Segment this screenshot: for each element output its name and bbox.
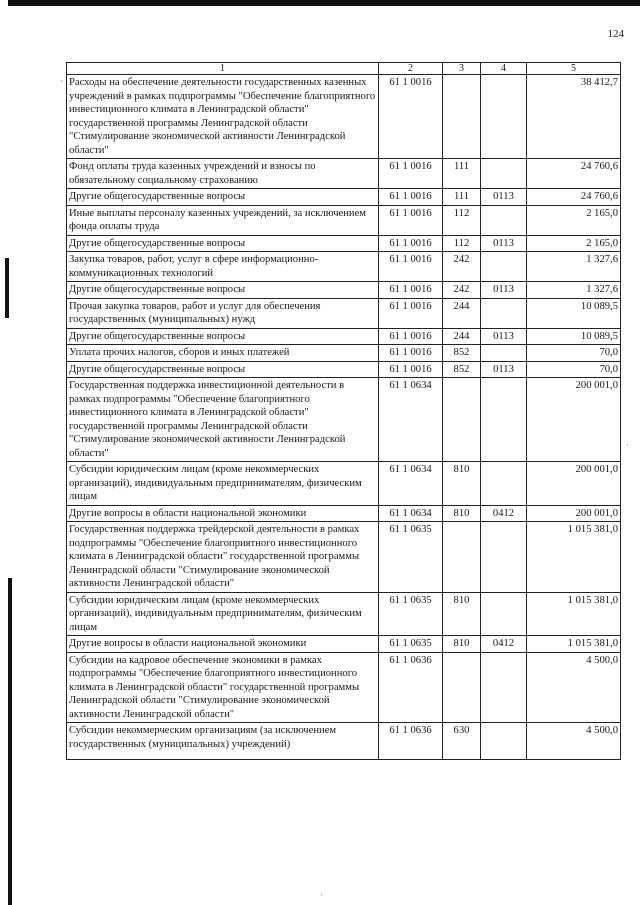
row-section <box>481 252 527 282</box>
row-expense-type: 810 <box>443 505 481 522</box>
row-name: Субсидии юридическим лицам (кроме некоммерческих организаций), индивидуальным предпринимателям, физическим лицам <box>67 592 379 636</box>
row-expense-type: 810 <box>443 462 481 506</box>
row-amount: 1 015 381,0 <box>527 592 621 636</box>
row-name: Другие общегосударственные вопросы <box>67 189 379 206</box>
header-cell: 1 <box>67 63 379 75</box>
row-name: Другие общегосударственные вопросы <box>67 361 379 378</box>
row-section: 0113 <box>481 282 527 299</box>
row-amount: 4 500,0 <box>527 723 621 760</box>
table-row <box>67 505 621 522</box>
row-amount: 10 089,5 <box>527 328 621 345</box>
row-name: Закупка товаров, работ, услуг в сфере информационно-коммуникационных технологий <box>67 252 379 282</box>
row-expense-type: 112 <box>443 205 481 235</box>
row-amount: 200 001,0 <box>527 505 621 522</box>
row-name: Государственная поддержка трейдерской деятельности в рамках подпрограммы "Обеспечение благоприятного инвестиционного климата в Ленинградской области" государственной программы Ленинградской области "Стимулирование экономической активности Ленинградской области" <box>67 522 379 593</box>
row-code: 61 1 0016 <box>379 345 443 362</box>
row-section <box>481 378 527 462</box>
budget-table <box>66 62 621 760</box>
row-code: 61 1 0634 <box>379 378 443 462</box>
row-name: Субсидии некоммерческим организациям (за исключением государственных (муниципальных) учреждений) <box>67 723 379 760</box>
row-amount: 200 001,0 <box>527 378 621 462</box>
row-name: Государственная поддержка инвестиционной деятельности в рамках подпрограммы "Обеспечение благоприятного инвестиционного климата в Ленинградской области" государственной программы Ленинградской области "Стимулирование экономической активности Ленинградской области" <box>67 378 379 462</box>
header-cell: 4 <box>481 63 527 75</box>
table-header-row <box>67 63 621 75</box>
table-row <box>67 189 621 206</box>
row-amount: 10 089,5 <box>527 298 621 328</box>
table-row <box>67 328 621 345</box>
table-row <box>67 592 621 636</box>
row-expense-type: 244 <box>443 328 481 345</box>
row-amount: 38 412,7 <box>527 75 621 159</box>
row-expense-type: 242 <box>443 252 481 282</box>
row-code: 61 1 0016 <box>379 361 443 378</box>
scan-speck: · <box>60 76 63 86</box>
row-expense-type: 111 <box>443 189 481 206</box>
row-code: 61 1 0016 <box>379 298 443 328</box>
row-amount: 70,0 <box>527 361 621 378</box>
table-row <box>67 652 621 723</box>
row-amount: 1 327,6 <box>527 282 621 299</box>
table-row <box>67 235 621 252</box>
row-section <box>481 345 527 362</box>
table-row <box>67 282 621 299</box>
row-amount: 2 165,0 <box>527 205 621 235</box>
row-expense-type <box>443 652 481 723</box>
row-expense-type: 112 <box>443 235 481 252</box>
table-row <box>67 159 621 189</box>
row-section <box>481 652 527 723</box>
table-row <box>67 378 621 462</box>
row-code: 61 1 0635 <box>379 636 443 653</box>
table-row <box>67 205 621 235</box>
row-amount: 2 165,0 <box>527 235 621 252</box>
row-code: 61 1 0016 <box>379 282 443 299</box>
row-section <box>481 522 527 593</box>
row-code: 61 1 0016 <box>379 252 443 282</box>
row-expense-type: 242 <box>443 282 481 299</box>
row-section <box>481 205 527 235</box>
scan-margin-bar <box>8 578 12 905</box>
row-code: 61 1 0016 <box>379 159 443 189</box>
row-code: 61 1 0016 <box>379 328 443 345</box>
row-amount: 1 327,6 <box>527 252 621 282</box>
row-code: 61 1 0634 <box>379 505 443 522</box>
row-amount: 24 760,6 <box>527 189 621 206</box>
row-code: 61 1 0016 <box>379 235 443 252</box>
header-cell: 2 <box>379 63 443 75</box>
row-section <box>481 462 527 506</box>
row-name: Другие вопросы в области национальной экономики <box>67 505 379 522</box>
row-amount: 200 001,0 <box>527 462 621 506</box>
table-row <box>67 252 621 282</box>
row-expense-type <box>443 522 481 593</box>
row-name: Расходы на обеспечение деятельности государственных казенных учреждений в рамках подпрограммы "Обеспечение благоприятного инвестиционного климата в Ленинградской области" государственной программы Ленинградской области "Стимулирование экономической активности Ленинградской области" <box>67 75 379 159</box>
row-section: 0412 <box>481 505 527 522</box>
table-row <box>67 522 621 593</box>
row-name: Прочая закупка товаров, работ и услуг для обеспечения государственных (муниципальных) нужд <box>67 298 379 328</box>
row-code: 61 1 0635 <box>379 592 443 636</box>
row-expense-type <box>443 75 481 159</box>
row-section: 0113 <box>481 328 527 345</box>
row-expense-type: 630 <box>443 723 481 760</box>
row-expense-type <box>443 378 481 462</box>
row-expense-type: 852 <box>443 361 481 378</box>
table-row <box>67 636 621 653</box>
row-amount: 1 015 381,0 <box>527 522 621 593</box>
table-row <box>67 298 621 328</box>
row-expense-type: 111 <box>443 159 481 189</box>
table-row <box>67 345 621 362</box>
row-amount: 4 500,0 <box>527 652 621 723</box>
top-scan-rule <box>8 0 640 6</box>
row-expense-type: 244 <box>443 298 481 328</box>
row-name: Другие вопросы в области национальной экономики <box>67 636 379 653</box>
row-section <box>481 75 527 159</box>
scan-margin-bar <box>5 258 9 318</box>
row-name: Уплата прочих налогов, сборов и иных платежей <box>67 345 379 362</box>
row-code: 61 1 0635 <box>379 522 443 593</box>
row-section <box>481 298 527 328</box>
row-code: 61 1 0636 <box>379 652 443 723</box>
row-code: 61 1 0016 <box>379 189 443 206</box>
scan-speck: · <box>626 440 629 450</box>
row-section <box>481 592 527 636</box>
header-cell: 3 <box>443 63 481 75</box>
row-amount: 24 760,6 <box>527 159 621 189</box>
row-section: 0113 <box>481 189 527 206</box>
row-name: Другие общегосударственные вопросы <box>67 235 379 252</box>
table-row <box>67 462 621 506</box>
row-code: 61 1 0636 <box>379 723 443 760</box>
row-section: 0113 <box>481 361 527 378</box>
row-expense-type: 852 <box>443 345 481 362</box>
row-section: 0412 <box>481 636 527 653</box>
page-number: 124 <box>607 28 624 40</box>
row-name: Субсидии юридическим лицам (кроме некоммерческих организаций), индивидуальным предпринимателям, физическим лицам <box>67 462 379 506</box>
scan-speck: · <box>320 890 323 900</box>
row-amount: 70,0 <box>527 345 621 362</box>
row-amount: 1 015 381,0 <box>527 636 621 653</box>
row-name: Фонд оплаты труда казенных учреждений и взносы по обязательному социальному страхованию <box>67 159 379 189</box>
row-expense-type: 810 <box>443 636 481 653</box>
row-code: 61 1 0016 <box>379 205 443 235</box>
row-section <box>481 159 527 189</box>
row-name: Другие общегосударственные вопросы <box>67 282 379 299</box>
row-code: 61 1 0634 <box>379 462 443 506</box>
row-name: Иные выплаты персоналу казенных учреждений, за исключением фонда оплаты труда <box>67 205 379 235</box>
table-row <box>67 75 621 159</box>
table-row <box>67 361 621 378</box>
row-section <box>481 723 527 760</box>
table-row <box>67 723 621 760</box>
row-code: 61 1 0016 <box>379 75 443 159</box>
row-name: Субсидии на кадровое обеспечение экономики в рамках подпрограммы "Обеспечение благоприятного инвестиционного климата в Ленинградской области" государственной программы Ленинградской области "Стимулирование экономической активности Ленинградской области" <box>67 652 379 723</box>
row-name: Другие общегосударственные вопросы <box>67 328 379 345</box>
header-cell: 5 <box>527 63 621 75</box>
row-section: 0113 <box>481 235 527 252</box>
row-expense-type: 810 <box>443 592 481 636</box>
